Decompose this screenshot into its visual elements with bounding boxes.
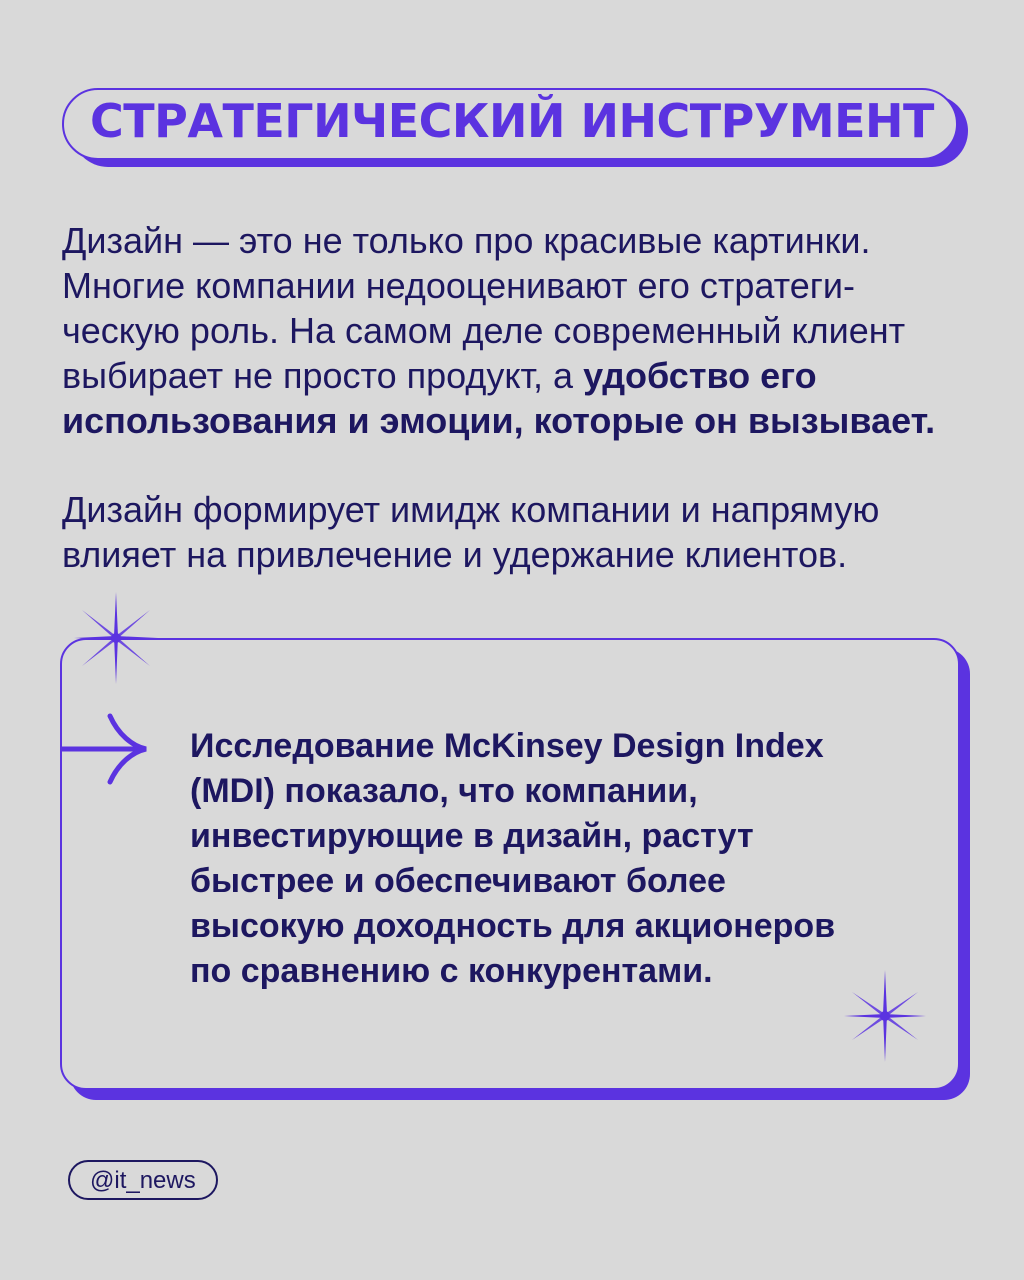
intro-emphasis: удобство его <box>583 355 817 396</box>
intro-line-mixed <box>62 353 982 398</box>
sparkle-icon <box>68 590 164 686</box>
paragraph-line: Дизайн формирует имидж компании и напрямую <box>62 489 880 530</box>
quote-line: (MDI) показало, что компании, <box>190 772 698 810</box>
intro-line-bold <box>62 398 982 443</box>
quote-line: высокую доходность для акционеров <box>190 907 836 945</box>
intro-line: Многие компании недооценивают его стратеги- <box>62 265 855 306</box>
quote-line: Исследование McKinsey Design Index <box>190 727 824 765</box>
account-handle: @it_news <box>68 1160 218 1200</box>
intro-line: Дизайн — это не только про красивые картинки. <box>62 220 871 261</box>
quote-line: по сравнению с конкурентами. <box>190 952 713 990</box>
quote-line: быстрее и обеспечивают более <box>190 862 726 900</box>
quote-line: инвестирующие в дизайн, растут <box>190 817 754 855</box>
intro-line-regular: выбирает не просто продукт, а <box>62 355 584 396</box>
sparkle-icon <box>840 968 930 1064</box>
second-paragraph <box>62 487 982 577</box>
intro-paragraph <box>62 218 982 443</box>
quote-text <box>190 724 930 994</box>
paragraph-line: влияет на привлечение и удержание клиентов. <box>62 534 848 575</box>
arrow-right-icon <box>60 712 152 786</box>
page-title: СТРАТЕГИЧЕСКИЙ ИНСТРУМЕНТ <box>90 94 934 148</box>
intro-emphasis: использования и эмоции, которые он вызывает. <box>62 400 936 441</box>
intro-line: ческую роль. На самом деле современный клиент <box>62 310 906 351</box>
